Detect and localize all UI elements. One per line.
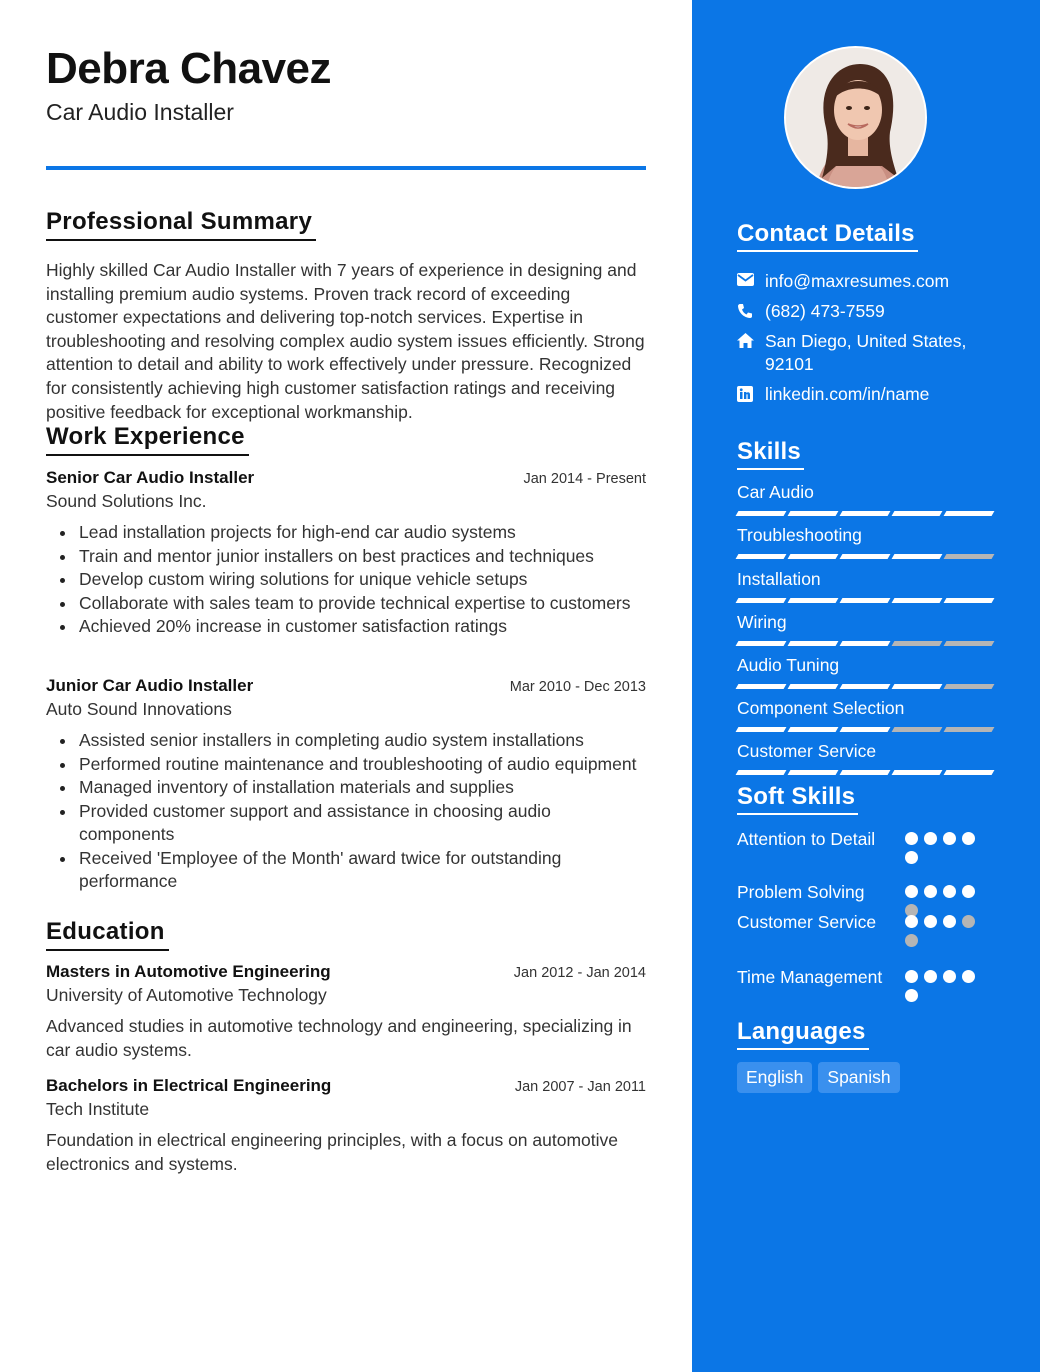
home-icon: [737, 330, 765, 348]
skill-level-segment: [944, 511, 995, 516]
soft-skill-rating: [905, 828, 985, 864]
job-company: Sound Solutions Inc.: [46, 491, 207, 511]
skill-item: [737, 612, 993, 646]
skill-level-segment: [788, 727, 839, 732]
degree-title: Masters in Automotive Engineering: [46, 962, 331, 981]
skill-level-segment: [944, 770, 995, 775]
job-dates: Mar 2010 - Dec 2013: [509, 679, 646, 695]
contact-email[interactable]: [737, 270, 995, 293]
skill-item: [737, 741, 993, 775]
education-dates: Jan 2007 - Jan 2011: [514, 1079, 646, 1095]
skill-name: Wiring: [737, 612, 787, 632]
profile-photo: [784, 46, 927, 189]
job-company: Auto Sound Innovations: [46, 699, 232, 719]
rating-dot: [905, 832, 918, 845]
education-heading: Education: [46, 918, 169, 951]
school-name: University of Automotive Technology: [46, 985, 327, 1005]
job-bullets: [46, 521, 646, 639]
skill-name: Customer Service: [737, 741, 877, 761]
job-bullet: Performed routine maintenance and troubleshooting of audio equipment: [46, 753, 646, 777]
school-name: Tech Institute: [46, 1099, 150, 1119]
soft-skill-item: [737, 966, 997, 1002]
rating-dot: [905, 915, 918, 928]
contact-linkedin[interactable]: [737, 383, 995, 406]
skill-name: Car Audio: [737, 482, 814, 502]
education-description: Advanced studies in automotive technology and engineering, specializing in car audio systems.: [46, 1016, 632, 1060]
language-chip: English: [737, 1062, 812, 1093]
soft-skill-item: [737, 911, 997, 947]
email-text: info@maxresumes.com: [765, 271, 950, 291]
skill-level-segment: [788, 684, 839, 689]
rating-dot: [905, 934, 918, 947]
education-dates: Jan 2012 - Jan 2014: [513, 965, 646, 981]
soft-skill-name: Problem Solving: [737, 882, 865, 902]
education-entry: [46, 962, 646, 1062]
rating-dot: [905, 989, 918, 1002]
rating-dot: [943, 970, 956, 983]
skill-level-segment: [736, 727, 787, 732]
job-bullet: Provided customer support and assistance in choosing audio components: [46, 800, 646, 847]
skill-name: Installation: [737, 569, 821, 589]
rating-dot: [962, 885, 975, 898]
job-title: Junior Car Audio Installer: [46, 676, 254, 695]
rating-dot: [962, 970, 975, 983]
skills-heading: Skills: [737, 438, 804, 470]
job-bullet: Train and mentor junior installers on best practices and techniques: [46, 545, 646, 569]
candidate-name: Debra Chavez: [46, 44, 332, 93]
languages-list: [737, 1062, 900, 1093]
skill-level-segment: [892, 511, 943, 516]
language-chip: Spanish: [818, 1062, 899, 1093]
phone-icon: [737, 300, 765, 319]
skill-level-segment: [736, 684, 787, 689]
skill-level-segment: [892, 554, 943, 559]
skill-level-bar: [737, 641, 993, 646]
experience-heading: Work Experience: [46, 423, 249, 456]
skill-level-segment: [892, 770, 943, 775]
skill-item: [737, 698, 993, 732]
contact-heading: Contact Details: [737, 220, 918, 252]
skill-level-bar: [737, 554, 993, 559]
rating-dot: [943, 915, 956, 928]
skill-level-segment: [788, 770, 839, 775]
contact-address: [737, 330, 995, 376]
job-entry: [46, 468, 646, 639]
skill-item: [737, 525, 993, 559]
portrait-illustration: [786, 48, 927, 189]
rating-dot: [905, 970, 918, 983]
skill-level-segment: [736, 598, 787, 603]
rating-dot: [924, 915, 937, 928]
rating-dot: [924, 832, 937, 845]
skill-level-segment: [892, 684, 943, 689]
job-bullet: Develop custom wiring solutions for unique vehicle setups: [46, 568, 646, 592]
skill-level-bar: [737, 727, 993, 732]
skill-level-segment: [840, 598, 891, 603]
skill-level-segment: [840, 727, 891, 732]
skill-level-segment: [892, 598, 943, 603]
skill-level-segment: [788, 598, 839, 603]
skill-name: Troubleshooting: [737, 525, 862, 545]
education-description: Foundation in electrical engineering principles, with a focus on automotive electronics and systems.: [46, 1130, 618, 1174]
rating-dot: [924, 885, 937, 898]
job-bullet: Managed inventory of installation materials and supplies: [46, 776, 646, 800]
skill-item: [737, 569, 993, 603]
skill-item: [737, 655, 993, 689]
skill-level-segment: [736, 641, 787, 646]
phone-text: (682) 473-7559: [765, 301, 885, 321]
envelope-icon: [737, 270, 765, 286]
job-dates: Jan 2014 - Present: [523, 471, 646, 487]
job-title: Senior Car Audio Installer: [46, 468, 255, 487]
address-text: San Diego, United States, 92101: [765, 331, 967, 374]
skill-level-bar: [737, 598, 993, 603]
job-entry: [46, 676, 646, 894]
summary-heading: Professional Summary: [46, 208, 316, 241]
skill-level-bar: [737, 684, 993, 689]
linkedin-icon: [737, 383, 765, 402]
soft-skill-name: Attention to Detail: [737, 829, 876, 849]
job-bullet: Lead installation projects for high-end car audio systems: [46, 521, 646, 545]
skill-level-segment: [944, 598, 995, 603]
skill-level-bar: [737, 770, 993, 775]
education-entry: [46, 1076, 646, 1176]
skill-level-segment: [840, 511, 891, 516]
soft-skill-name: Time Management: [737, 967, 883, 987]
rating-dot: [905, 885, 918, 898]
job-bullet: Achieved 20% increase in customer satisfaction ratings: [46, 615, 646, 639]
job-bullets: [46, 729, 646, 894]
skill-level-segment: [840, 684, 891, 689]
skill-level-segment: [736, 554, 787, 559]
soft-skill-rating: [905, 911, 985, 947]
skill-level-segment: [736, 511, 787, 516]
degree-title: Bachelors in Electrical Engineering: [46, 1076, 332, 1095]
rating-dot: [905, 851, 918, 864]
rating-dot: [943, 885, 956, 898]
soft-skills-heading: Soft Skills: [737, 783, 858, 815]
soft-skill-name: Customer Service: [737, 912, 877, 932]
job-bullet: Collaborate with sales team to provide technical expertise to customers: [46, 592, 646, 616]
languages-heading: Languages: [737, 1018, 869, 1050]
skill-name: Audio Tuning: [737, 655, 840, 675]
linkedin-text: linkedin.com/in/name: [765, 384, 930, 404]
rating-dot: [924, 970, 937, 983]
skill-item: [737, 482, 993, 516]
contact-phone[interactable]: [737, 300, 995, 323]
rating-dot: [962, 832, 975, 845]
header-divider: [46, 166, 646, 170]
skill-level-segment: [840, 770, 891, 775]
soft-skill-rating: [905, 966, 985, 1002]
skill-level-bar: [737, 511, 993, 516]
skill-level-segment: [892, 727, 943, 732]
job-bullet: Assisted senior installers in completing audio system installations: [46, 729, 646, 753]
skill-level-segment: [840, 554, 891, 559]
skill-level-segment: [944, 641, 995, 646]
skill-level-segment: [840, 641, 891, 646]
skill-level-segment: [788, 641, 839, 646]
skill-level-segment: [944, 554, 995, 559]
skill-level-segment: [944, 727, 995, 732]
candidate-title: Car Audio Installer: [46, 99, 234, 125]
summary-text: Highly skilled Car Audio Installer with 7 years of experience in designing and installing premium audio systems. Proven track record of exceeding customer expectations and delivering top-notch services. Expertise in troubleshooting and resolving complex audio system issues efficiently. Strong attention to detail and ability to work effectively under pressure. Recognized for consistently achieving high customer satisfaction ratings and receiving positive feedback for exceptional workmanship.: [46, 260, 645, 422]
skill-level-segment: [788, 554, 839, 559]
skill-level-segment: [944, 684, 995, 689]
skill-level-segment: [788, 511, 839, 516]
skill-level-segment: [892, 641, 943, 646]
job-bullet: Received 'Employee of the Month' award twice for outstanding performance: [46, 847, 646, 894]
rating-dot: [962, 915, 975, 928]
skill-level-segment: [736, 770, 787, 775]
soft-skill-item: [737, 828, 997, 864]
skill-name: Component Selection: [737, 698, 905, 718]
rating-dot: [943, 832, 956, 845]
